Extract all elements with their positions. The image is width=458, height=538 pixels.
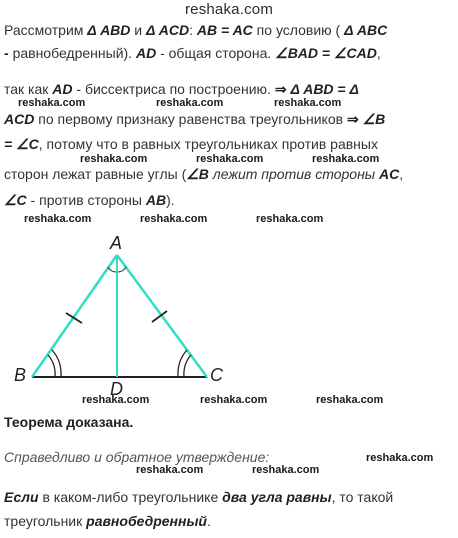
side-ab-line [32,255,117,377]
text-segment: равнобедренный). [12,45,136,61]
side-ac: AC [379,166,400,182]
angle-arc-c1 [184,355,191,377]
text-segment: лежит против стороны [208,166,379,182]
angle-c: ∠C [4,192,27,208]
text-isosceles: равнобедренный [86,513,207,529]
angle-equation: ∠BAD = ∠CAD [275,45,377,61]
watermark: reshaka.com [274,97,342,109]
text-line-2 [4,43,381,63]
watermark: reshaka.com [82,394,150,406]
text-two-angles-equal: два угла равны [222,489,332,505]
text-if: Если [4,489,39,505]
label-a: A [110,233,123,253]
label-c: C [210,365,223,385]
watermark: reshaka.com [312,153,380,165]
triangle-acd: Δ ACD [146,22,190,38]
label-d: D [110,379,123,395]
implies-arrow: ⇒ [346,111,359,127]
text-line-3 [4,79,359,99]
side-ad: AD [135,45,157,61]
watermark: reshaka.com [136,464,204,476]
triangle-equality: Δ ABD = Δ [290,81,359,97]
angle-arc-b1 [48,355,55,377]
text-segment: - против стороны [26,192,146,208]
text-segment: по первому признаку равенства треугольников [34,111,347,127]
text-segment: , то такой [331,489,394,505]
watermark: reshaka.com [252,464,320,476]
equation-ab-ac: AB = AC [196,22,253,38]
text-line-5 [4,134,378,154]
watermark: reshaka.com [24,213,92,225]
triangle-abd: Δ ABD [87,22,131,38]
watermark: reshaka.com [156,97,224,109]
text-line-9 [4,487,393,507]
text-segment: , [376,45,381,61]
text-line-7 [4,190,175,210]
text-segment: сторон лежат равные углы ( [4,166,187,182]
watermark: reshaka.com [256,213,324,225]
text-segment: в каком-либо треугольнике [38,489,223,505]
text-segment: треугольник [4,513,87,529]
text-segment: : [189,22,197,38]
theorem-proven: Теорема доказана. [4,414,134,430]
watermark: reshaka.com [140,213,208,225]
text-line-4 [4,109,385,129]
triangle-figure [0,225,240,395]
text-line-1 [4,20,387,40]
watermark: reshaka.com [366,452,434,464]
implies-arrow: ⇒ [274,81,287,97]
text-line-6 [4,164,403,184]
watermark: reshaka.com [18,97,86,109]
site-watermark-top: reshaka.com [184,1,274,18]
text-segment: - [4,45,13,61]
text-segment: ). [166,192,175,208]
text-segment: и [130,22,147,38]
text-segment: Рассмотрим [4,22,88,38]
text-segment: по условию ( [252,22,345,38]
watermark: reshaka.com [200,394,268,406]
text-segment: так как [4,81,53,97]
text-segment: . [206,513,211,529]
triangle-abc: Δ ABC [344,22,388,38]
text-segment: , потому что в равных треугольниках против равных [38,136,378,152]
angle-c-equality: = ∠C [4,136,39,152]
angle-arc-a2 [118,267,126,272]
side-ad: AD [52,81,73,97]
text-segment: - общая сторона. [156,45,276,61]
converse-statement: Справедливо и обратное утверждение: [4,449,270,465]
side-ab: AB [145,192,167,208]
angle-b: ∠B [362,111,386,127]
label-b: B [14,365,27,385]
triangle-acd: ACD [4,111,35,127]
watermark: reshaka.com [196,153,264,165]
watermark: reshaka.com [316,394,384,406]
tick-ab [66,313,82,323]
side-ac-line [117,255,207,377]
text-segment: - биссектриса по построению. [72,81,275,97]
text-segment: , [399,166,404,182]
angle-b: ∠B [186,166,209,182]
text-line-10 [4,511,211,531]
watermark: reshaka.com [80,153,148,165]
